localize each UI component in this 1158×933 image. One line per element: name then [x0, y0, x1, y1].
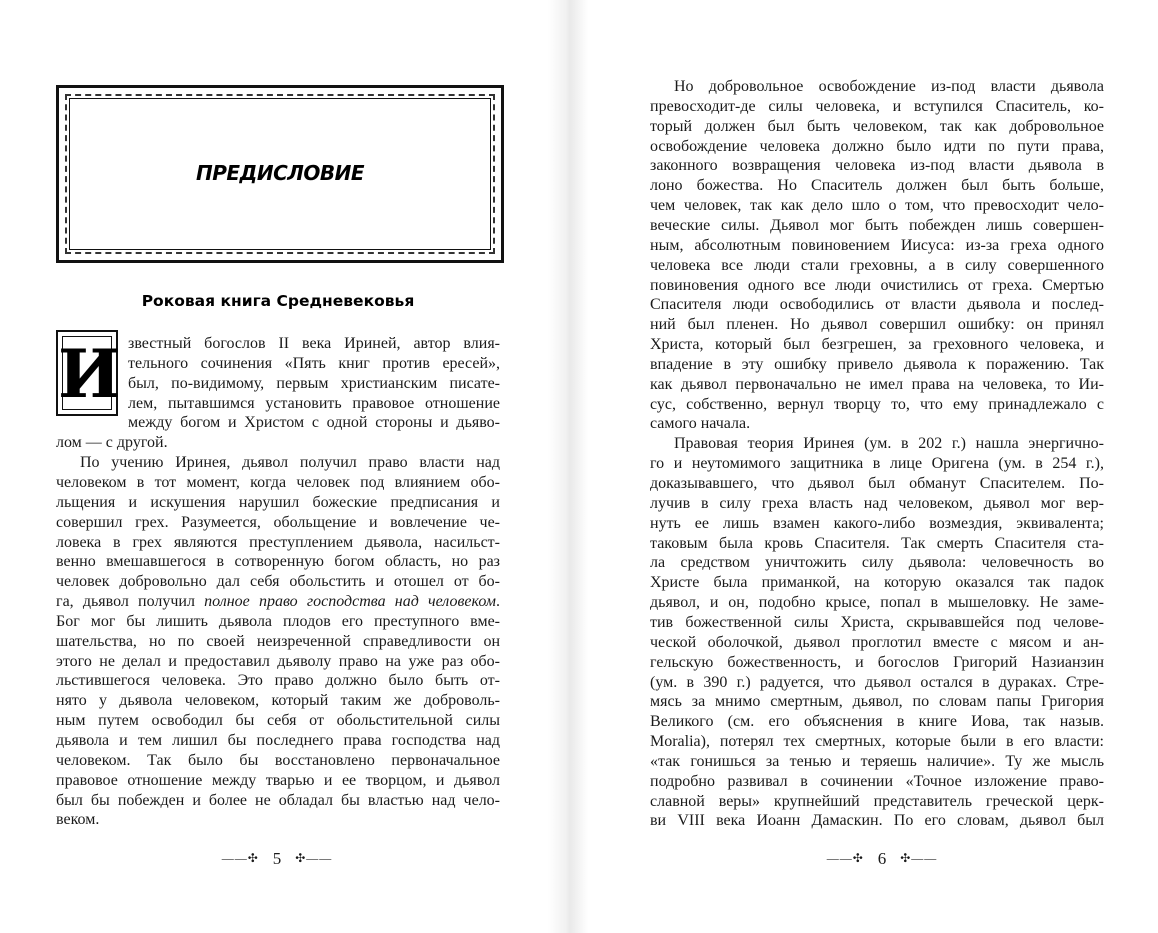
text-line — [56, 771, 500, 791]
text-run: впадение в эту ошибку привело дьявола к поражению. Так — [650, 355, 1104, 373]
text-run: льстившегося человека. Это право должно было быть от- — [56, 672, 500, 690]
text-run: Бог мог бы лишить дьявола плодов его преступного вме- — [56, 612, 500, 630]
text-run: подробно развивал в сочинении «Точное изложение право- — [650, 772, 1104, 790]
text-line — [650, 593, 1104, 613]
text-line — [650, 375, 1104, 395]
text-run: Спасителя люди освободились от власти дьявола и послед- — [650, 296, 1104, 314]
text-line — [674, 77, 1104, 97]
text-run: ла средством уничтожить силу дьявола: человечность во — [650, 554, 1104, 572]
text-run: тив божественной силы Христа, скрывавшейся под челове- — [650, 613, 1104, 631]
text-line — [56, 632, 500, 652]
text-line — [650, 613, 1104, 633]
text-run: гельскую божественность, и богослов Григорий Назианзин — [650, 653, 1104, 671]
text-line — [128, 334, 500, 354]
text-line — [650, 573, 1104, 593]
text-line — [650, 673, 1104, 693]
text-line — [650, 236, 1104, 256]
text-run: го и неутомимого защитника в лице Оригена (ум. в 254 г.), — [650, 455, 1104, 473]
text-line — [56, 751, 500, 771]
text-line — [56, 691, 500, 711]
text-run: веком. — [56, 811, 100, 829]
text-line — [650, 335, 1104, 355]
text-run: был бы побежден и более не обладал бы властью над чело- — [56, 791, 500, 809]
text-run: повиновения одного все люди очистились от греха. Смертью — [650, 276, 1104, 294]
ornament-icon: ——✣ — [826, 851, 864, 865]
text-run: Христе была приманкой, на которую оказался так падок — [650, 574, 1104, 592]
text-run: ви VIII века Иоанн Дамаскин. По его словам, дьявол был — [650, 812, 1104, 830]
text-run: дьявола и тем лишил бы последнего права господства над — [56, 732, 500, 749]
text-line — [650, 732, 1104, 752]
right-page-footer — [782, 847, 982, 870]
text-run: ческой оболочкой, дьявол проглотил вместе с мясом и ан- — [650, 633, 1104, 651]
text-run: лоно божества. Но Спаситель должен был быть больше, — [650, 177, 1104, 195]
text-run: человека все люди стали греховны, а в силу совершенного — [650, 256, 1104, 274]
text-run: между богом и Христом с одной стороны и дьяво- — [128, 414, 500, 432]
text-run: человек добровольно дал себя обольстить и отошел от бо- — [56, 573, 500, 591]
text-run: . — [496, 593, 501, 611]
text-run: дьявол, и он, подобно крысе, попал в мышеловку. Не заме- — [650, 594, 1104, 612]
text-run: Но добровольное освобождение из-под власти дьявола — [674, 78, 1104, 95]
text-line — [128, 354, 500, 374]
text-line — [674, 434, 1104, 454]
text-line — [56, 791, 500, 811]
text-run: ловека в грех являются преступлением дьявола, насильст- — [56, 533, 500, 551]
text-line — [56, 572, 500, 592]
text-run: Правовая теория Иринея (ум. в 202 г.) нашла энергично- — [674, 435, 1104, 453]
text-run: сус, собственно, вернул творцу то, что ему принадлежало с — [650, 395, 1104, 413]
text-run: законного возвращения человека из-под власти дьявола в — [650, 157, 1104, 175]
chapter-title-frame — [56, 85, 504, 263]
text-run: человеком. Так было бы восстановлено первоначальное — [56, 751, 500, 769]
text-line — [56, 810, 500, 830]
text-line — [56, 552, 500, 572]
italic-emphasis: полное право господства над человеком — [204, 593, 497, 611]
text-run: «так гонишься за тенью и теряешь наличие». Ту же мысль — [650, 752, 1104, 770]
drop-cap — [56, 330, 121, 416]
text-run: торый должен был быть человеком, так как добровольное — [650, 117, 1104, 135]
text-run: Христа, который был безгрешен, за греховного человека, и — [650, 336, 1104, 354]
text-line — [56, 592, 500, 612]
text-run: шательства, но по своей неизреченной справедливости он — [56, 632, 500, 650]
text-run: совершил грех. Разумеется, обольщение и вовлечение че- — [56, 513, 500, 531]
text-line — [650, 414, 1104, 434]
chapter-title: ПРЕДИСЛОВИЕ — [195, 161, 365, 185]
text-run: славной веры» крупнейший представитель греческой церк- — [650, 792, 1104, 810]
text-run: освобождение человека должно было идти по пути права, — [650, 137, 1104, 155]
text-line — [56, 711, 500, 731]
text-line — [56, 731, 500, 751]
text-line — [650, 156, 1104, 176]
text-line — [650, 474, 1104, 494]
text-line — [650, 494, 1104, 514]
text-run: венно вмешавшегося в сотворенную богом область, но раз — [56, 553, 500, 571]
page-number: 5 — [272, 849, 282, 868]
text-line — [650, 117, 1104, 137]
text-run: ным, абсолютным повиновением Иисуса: из-за греха одного — [650, 236, 1104, 254]
text-run: ным путем освободил бы себя от обольстительной силы — [56, 712, 500, 730]
text-run: человеком в тот момент, когда человек под влиянием обо- — [56, 473, 500, 491]
text-run: нуть ее лишь взамен какого-либо возмездия, эквивалента; — [650, 514, 1104, 532]
left-page-footer — [177, 847, 377, 870]
ornament-icon: ——✣ — [221, 851, 259, 865]
text-run: По учению Иринея, дьявол получил право власти над — [80, 454, 500, 472]
text-run: мясь за мнимо смертным, дьявол, по словам папы Григория — [650, 693, 1104, 711]
text-run: чем человек, так как дело шло о том, что превосходит чело- — [650, 197, 1104, 215]
drop-cap-letter: И — [58, 335, 121, 413]
text-line — [650, 395, 1104, 415]
text-line — [650, 295, 1104, 315]
text-run: Великого (см. его объяснения в книге Иова, так назыв. — [650, 713, 1104, 731]
text-line — [56, 533, 500, 553]
text-line — [650, 216, 1104, 236]
text-run: был, по-видимому, первым христианским писате- — [128, 374, 500, 392]
text-run: как дьявол первоначально не имел права на человека, то Ии- — [650, 375, 1104, 393]
page-number: 6 — [877, 849, 887, 868]
ornament-icon: ✣—— — [900, 851, 938, 865]
text-run: доказывавшего, что дьявол был обманут Спасителем. По- — [650, 475, 1104, 492]
text-run: самого начала. — [650, 415, 751, 433]
text-line — [650, 534, 1104, 554]
text-line — [650, 553, 1104, 573]
text-line — [650, 792, 1104, 812]
text-line — [650, 256, 1104, 276]
text-line — [650, 97, 1104, 117]
text-line — [650, 653, 1104, 673]
text-line — [650, 276, 1104, 296]
text-run: этого не делал и предоставил дьяволу право на уже раз обо- — [56, 652, 500, 670]
text-run: лем, пытавшимся установить правовое отношение — [128, 394, 500, 412]
text-line — [650, 355, 1104, 375]
ornament-icon: ✣—— — [295, 851, 333, 865]
text-line — [650, 772, 1104, 792]
book-gutter — [548, 0, 588, 933]
text-run: тельного сочинения «Пять книг против ересей», — [128, 354, 500, 372]
text-run: веческие силы. Дьявол мог быть побежден лишь совершен- — [650, 216, 1104, 234]
text-line — [56, 493, 500, 513]
text-line — [650, 712, 1104, 732]
text-line — [650, 196, 1104, 216]
text-line — [650, 633, 1104, 653]
text-run: льщения и искушения нарушил божеские предписания и — [56, 493, 500, 511]
text-line — [650, 811, 1104, 831]
text-line — [80, 453, 500, 473]
text-run: звестный богослов II века Ириней, автор влия- — [128, 335, 500, 352]
text-run: правовое отношение между тварью и ее творцом, и дьявол — [56, 771, 500, 789]
text-line — [56, 612, 500, 632]
text-run: лом — с другой. — [56, 434, 168, 452]
text-line — [56, 433, 500, 453]
text-run: Moralia), потерял тех смертных, которые были в его власти: — [650, 733, 1104, 751]
text-line — [128, 394, 500, 414]
text-line — [650, 176, 1104, 196]
text-run: таковым была кровь Спасителя. Так смерть Спасителя ста- — [650, 534, 1104, 552]
text-line — [650, 514, 1104, 534]
section-heading: Роковая книга Средневековья — [141, 292, 415, 310]
text-run: превосходит-де силы человека, и вступился Спаситель, ко- — [650, 97, 1104, 115]
text-line — [650, 137, 1104, 157]
text-line — [128, 374, 500, 394]
text-line — [650, 315, 1104, 335]
text-run: (ум. в 390 г.) радуется, что дьявол остался в дураках. Стре- — [650, 673, 1104, 691]
text-run: га, дьявол получил — [56, 593, 205, 611]
text-line — [650, 454, 1104, 474]
text-line — [128, 413, 500, 433]
text-line — [56, 513, 500, 533]
text-line — [56, 671, 500, 691]
text-line — [56, 473, 500, 493]
text-run: лучив в силу греха власть над человеком, дьявол мог вер- — [650, 494, 1104, 512]
text-line — [56, 652, 500, 672]
text-run: нято у дьявола человеком, который таким же доброволь- — [56, 692, 500, 710]
text-line — [650, 752, 1104, 772]
text-run: ний был пленен. Но дьявол совершил ошибку: он принял — [650, 316, 1104, 334]
text-line — [650, 692, 1104, 712]
